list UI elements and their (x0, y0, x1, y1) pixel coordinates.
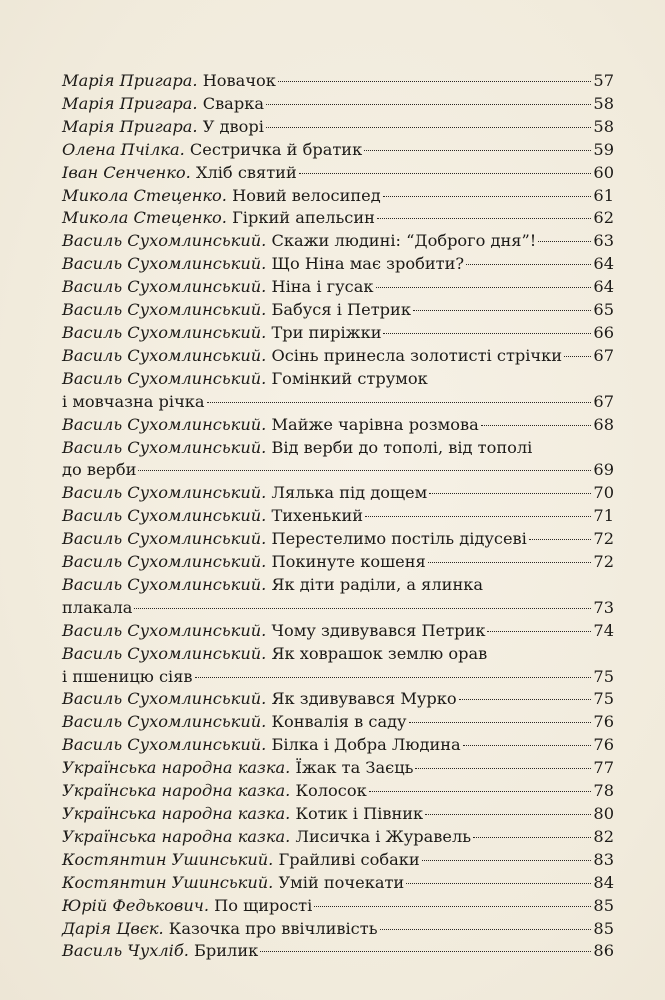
toc-page-number: 75 (593, 689, 614, 709)
toc-title: Гомінкий струмок (271, 368, 428, 388)
toc-title: Їжак та Заєць (295, 758, 414, 778)
toc-page-number: 69 (593, 460, 614, 480)
toc-title: Білка і Добра Людина (271, 735, 461, 755)
toc-entry-line (62, 368, 614, 391)
toc-entry-line (62, 253, 614, 276)
toc-entry-line (62, 551, 614, 574)
toc-entry (62, 849, 614, 872)
toc-entry (62, 70, 614, 93)
toc-entry (62, 620, 614, 643)
toc-author: Василь Сухомлинський. (62, 414, 267, 434)
dot-leader (466, 264, 591, 265)
dot-leader (195, 677, 592, 678)
toc-author: Василь Сухомлинський. (62, 322, 267, 342)
toc-title: Брилик (194, 941, 259, 961)
toc-author: Іван Сенченко. (62, 162, 191, 182)
toc-entry-line (62, 849, 614, 872)
toc-entry-line (62, 162, 614, 185)
toc-page-number: 72 (593, 552, 614, 572)
toc-entry (62, 414, 614, 437)
toc-entry (62, 643, 614, 689)
toc-title: Казочка про ввічливість (168, 918, 378, 938)
dot-leader (428, 562, 592, 563)
toc-page-number: 71 (593, 506, 614, 526)
dot-leader (429, 493, 591, 494)
toc-author: Василь Сухомлинський. (62, 300, 267, 320)
toc-entry-line (62, 116, 614, 139)
dot-leader (266, 127, 591, 128)
toc-entry-line (62, 734, 614, 757)
toc-title: Майже чарівна розмова (271, 414, 479, 434)
toc-entry-line (62, 757, 614, 780)
dot-leader (383, 333, 591, 334)
table-of-contents (62, 70, 614, 963)
toc-author: Василь Сухомлинський. (62, 437, 267, 457)
toc-page-number: 67 (593, 391, 614, 411)
dot-leader (266, 104, 591, 105)
toc-author: Василь Сухомлинський. (62, 689, 267, 709)
toc-page-number: 75 (593, 666, 614, 686)
toc-page-number: 63 (593, 231, 614, 251)
toc-title: Бабуся і Петрик (271, 300, 411, 320)
toc-title: Як здивувався Мурко (271, 689, 457, 709)
toc-entry (62, 139, 614, 162)
dot-leader (425, 814, 591, 815)
toc-author: Марія Пригара. (62, 93, 198, 113)
toc-entry (62, 253, 614, 276)
toc-author: Українська народна казка. (62, 804, 291, 823)
toc-page-number: 64 (593, 254, 614, 274)
toc-title: Осінь принесла золотисті стрічки (271, 345, 563, 365)
toc-author: Марія Пригара. (62, 116, 198, 136)
toc-author: Костянтин Ушинський. (62, 849, 274, 869)
dot-leader (473, 837, 591, 838)
toc-entry (62, 734, 614, 757)
toc-entry-continuation (62, 459, 614, 482)
toc-author: Українська народна казка. (62, 781, 291, 801)
dot-leader (134, 608, 591, 609)
toc-page-number: 59 (593, 139, 614, 159)
dot-leader (383, 196, 592, 197)
toc-title-continuation: і пшеницю сіяв (62, 666, 193, 686)
toc-page-number: 74 (593, 620, 614, 640)
toc-title-continuation: до верби (62, 460, 137, 480)
toc-author: Юрій Федькович. (62, 895, 209, 915)
dot-leader (538, 241, 591, 242)
toc-title: Котик і Півник (295, 804, 424, 823)
toc-page-number: 86 (593, 941, 614, 961)
dot-leader (406, 883, 591, 884)
toc-title: Чому здивувався Петрик (271, 620, 486, 640)
toc-entry (62, 185, 614, 208)
toc-entry-line (62, 620, 614, 643)
toc-entry-line (62, 276, 614, 299)
toc-entry (62, 207, 614, 230)
toc-author: Микола Стеценко. (62, 185, 227, 205)
toc-entry (62, 230, 614, 253)
toc-author: Василь Сухомлинський. (62, 529, 267, 549)
dot-leader (422, 860, 592, 861)
toc-author: Микола Стеценко. (62, 208, 227, 228)
toc-entry (62, 437, 614, 483)
dot-leader (278, 81, 592, 82)
toc-page-number: 84 (593, 872, 614, 892)
toc-title: Хліб святий (195, 162, 297, 182)
toc-page-number: 58 (593, 116, 614, 136)
toc-author: Олена Пчілка. (62, 139, 185, 159)
toc-entry (62, 688, 614, 711)
toc-page-number: 62 (593, 208, 614, 228)
toc-entry-line (62, 345, 614, 368)
toc-author: Марія Пригара. (62, 71, 198, 90)
toc-entry (62, 93, 614, 116)
toc-entry-line (62, 185, 614, 208)
dot-leader (364, 150, 591, 151)
toc-title: Як діти раділи, а ялинка (271, 574, 483, 594)
toc-entry (62, 299, 614, 322)
toc-page-number: 64 (593, 277, 614, 297)
toc-entry-line (62, 93, 614, 116)
toc-title: Новий велосипед (232, 185, 381, 205)
toc-author: Василь Сухомлинський. (62, 620, 267, 640)
toc-entry (62, 528, 614, 551)
dot-leader (413, 310, 591, 311)
toc-entry-continuation (62, 666, 614, 689)
toc-page-number: 57 (593, 71, 614, 90)
dot-leader (415, 768, 591, 769)
toc-entry-line (62, 872, 614, 895)
toc-entry-line (62, 230, 614, 253)
toc-page-number: 83 (593, 849, 614, 869)
dot-leader (481, 425, 592, 426)
toc-title: Сестричка й братик (189, 139, 363, 159)
toc-entry-line (62, 711, 614, 734)
toc-page-number: 80 (593, 804, 614, 823)
dot-leader (138, 470, 591, 471)
toc-page-number: 76 (593, 712, 614, 732)
dot-leader (314, 906, 591, 907)
toc-page-number: 73 (593, 597, 614, 617)
toc-entry-line (62, 574, 614, 597)
toc-author: Василь Сухомлинський. (62, 712, 267, 732)
toc-entry (62, 345, 614, 368)
toc-entry (62, 322, 614, 345)
toc-entry (62, 826, 614, 849)
dot-leader (409, 722, 592, 723)
toc-title: Від верби до тополі, від тополі (271, 437, 533, 457)
toc-entry-line (62, 826, 614, 849)
toc-entry (62, 276, 614, 299)
toc-author: Василь Сухомлинський. (62, 506, 267, 526)
toc-author: Костянтин Ушинський. (62, 872, 274, 892)
toc-entry (62, 803, 614, 826)
toc-page-number: 67 (593, 345, 614, 365)
toc-title: Перестелимо постіль дідусеві (271, 529, 527, 549)
toc-entry-line (62, 895, 614, 918)
toc-author: Василь Сухомлинський. (62, 483, 267, 503)
toc-entry (62, 116, 614, 139)
toc-title: Лисичка і Журавель (295, 826, 472, 846)
toc-entry (62, 918, 614, 941)
toc-title: Як ховрашок землю орав (271, 643, 488, 663)
toc-page-number: 85 (593, 895, 614, 915)
dot-leader (377, 218, 591, 219)
toc-title: Конвалія в саду (271, 712, 407, 732)
toc-title: Умій почекати (278, 872, 405, 892)
toc-entry-line (62, 780, 614, 803)
toc-title: Гіркий апельсин (232, 208, 375, 228)
dot-leader (459, 699, 592, 700)
toc-page-number: 78 (593, 781, 614, 801)
toc-title: Покинуте кошеня (271, 552, 426, 572)
toc-title: У дворі (202, 116, 264, 136)
toc-entry (62, 757, 614, 780)
toc-page-number: 68 (593, 414, 614, 434)
toc-page-number: 72 (593, 529, 614, 549)
toc-page-number: 60 (593, 162, 614, 182)
toc-author: Василь Сухомлинський. (62, 345, 267, 365)
dot-leader (529, 539, 592, 540)
dot-leader (299, 173, 592, 174)
toc-title: Сварка (202, 93, 264, 113)
dot-leader (376, 287, 592, 288)
toc-author: Василь Сухомлинський. (62, 552, 267, 572)
toc-page-number: 66 (593, 322, 614, 342)
dot-leader (463, 745, 592, 746)
toc-title: Грайливі собаки (278, 849, 420, 869)
toc-entry (62, 368, 614, 414)
toc-entry-line (62, 299, 614, 322)
toc-entry (62, 162, 614, 185)
toc-author: Василь Сухомлинський. (62, 574, 267, 594)
toc-author: Дарія Цвєк. (62, 918, 164, 938)
toc-entry-line (62, 70, 614, 93)
toc-entry-line (62, 505, 614, 528)
dot-leader (564, 356, 591, 357)
toc-title: По щирості (214, 895, 313, 915)
toc-page-number: 58 (593, 93, 614, 113)
toc-entry-continuation (62, 597, 614, 620)
toc-title-continuation: плакала (62, 597, 133, 617)
toc-entry-line (62, 139, 614, 162)
toc-author: Василь Сухомлинський. (62, 368, 267, 388)
dot-leader (207, 402, 592, 403)
dot-leader (365, 516, 591, 517)
toc-page-number: 82 (593, 826, 614, 846)
dot-leader (487, 631, 591, 632)
dot-leader (369, 791, 592, 792)
toc-title: Ніна і гусак (271, 277, 374, 297)
toc-entry-line (62, 643, 614, 666)
toc-entry (62, 551, 614, 574)
toc-title-continuation: і мовчазна річка (62, 391, 205, 411)
toc-entry (62, 574, 614, 620)
toc-title: Лялька під дощем (271, 483, 428, 503)
toc-author: Василь Сухомлинський. (62, 643, 267, 663)
toc-entry-line (62, 918, 614, 941)
toc-entry-line (62, 437, 614, 460)
toc-title: Скажи людині: “Доброго дня”! (271, 231, 537, 251)
toc-entry-line (62, 803, 614, 826)
toc-entry (62, 940, 614, 963)
toc-author: Василь Сухомлинський. (62, 254, 267, 274)
toc-page-number: 61 (593, 185, 614, 205)
toc-entry (62, 895, 614, 918)
toc-page-number: 77 (593, 758, 614, 778)
toc-entry (62, 780, 614, 803)
toc-page-number: 65 (593, 300, 614, 320)
toc-title: Новачок (202, 71, 276, 90)
toc-entry-line (62, 528, 614, 551)
toc-entry-line (62, 207, 614, 230)
dot-leader (260, 951, 591, 952)
toc-entry (62, 711, 614, 734)
toc-author: Українська народна казка. (62, 826, 291, 846)
toc-author: Василь Сухомлинський. (62, 735, 267, 755)
toc-entry (62, 505, 614, 528)
toc-title: Колосок (295, 781, 367, 801)
toc-entry-line (62, 322, 614, 345)
toc-title: Що Ніна має зробити? (271, 254, 465, 274)
toc-entry-line (62, 688, 614, 711)
toc-author: Василь Сухомлинський. (62, 277, 267, 297)
toc-entry (62, 482, 614, 505)
toc-entry-line (62, 940, 614, 963)
toc-page-number: 85 (593, 918, 614, 938)
toc-author: Василь Чухліб. (62, 941, 189, 961)
toc-title: Три пиріжки (271, 322, 382, 342)
toc-entry-line (62, 482, 614, 505)
toc-author: Українська народна казка. (62, 758, 291, 778)
toc-page-number: 76 (593, 735, 614, 755)
toc-entry-line (62, 414, 614, 437)
toc-page-number: 70 (593, 483, 614, 503)
toc-entry-continuation (62, 391, 614, 414)
toc-entry (62, 872, 614, 895)
toc-title: Тихенький (271, 506, 364, 526)
toc-author: Василь Сухомлинський. (62, 231, 267, 251)
dot-leader (380, 929, 592, 930)
